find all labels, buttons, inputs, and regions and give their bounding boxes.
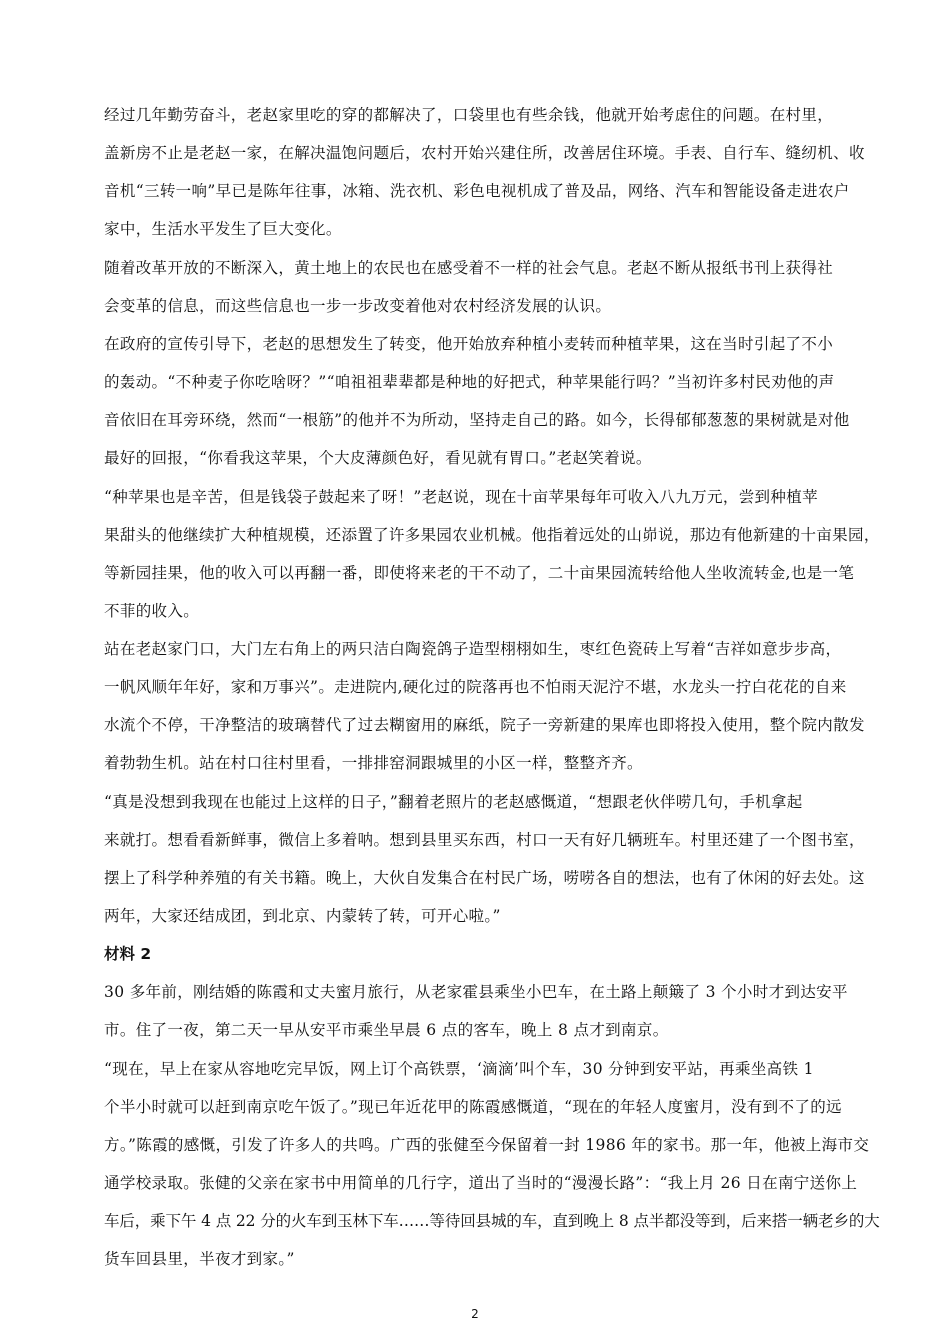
- paragraph-line: 的轰动。“不种麦子你吃啥呀？”“咱祖祖辈辈都是种地的好把式，种苹果能行吗？”当初许多村民劝他的声: [104, 373, 835, 391]
- paragraph-line: 家中，生活水平发生了巨大变化。: [104, 220, 342, 238]
- paragraph-line: 水流个不停，干净整洁的玻璃替代了过去糊窗用的麻纸，院子一旁新建的果库也即将投入使用，整个院内散发: [104, 716, 865, 734]
- paragraph-line: 经过几年勤劳奋斗，老赵家里吃的穿的都解决了，口袋里也有些余钱，他就开始考虑住的问题。在村里，: [104, 106, 834, 124]
- paragraph-line: 音依旧在耳旁环绕，然而“一根筋”的他并不为所动，坚持走自己的路。如今，长得郁郁葱葱的果树就是对他: [104, 411, 850, 429]
- paragraph-line: 站在老赵家门口，大门左右角上的两只洁白陶瓷鸽子造型栩栩如生，枣红色瓷砖上写着“吉祥如意步步高，: [104, 640, 842, 658]
- paragraph-line: 市。住了一夜，第二天一早从安平市乘坐早晨 6 点的客车，晚上 8 点才到南京。: [104, 1021, 669, 1039]
- paragraph-line: “现在，早上在家从容地吃完早饭，网上订个高铁票，‘滴滴’叫个车，30 分钟到安平站，再乘坐高铁 1: [104, 1060, 814, 1078]
- paragraph-line: 果甜头的他继续扩大种植规模，还添置了许多果园农业机械。他指着远处的山峁说，那边有他新建的十亩果园，: [104, 526, 880, 544]
- paragraph-line: 会变革的信息，而这些信息也一步一步改变着他对农村经济发展的认识。: [104, 297, 612, 315]
- paragraph-line: 方。”陈霞的感慨，引发了许多人的共鸣。广西的张健至今保留着一封 1986 年的家书。那一年，他被上海市交: [104, 1136, 870, 1154]
- paragraph-line: 个半小时就可以赶到南京吃午饭了。”现已年近花甲的陈霞感慨道，“现在的年轻人度蜜月，没有到不了的远: [104, 1098, 842, 1116]
- paragraph-line: 两年，大家还结成团，到北京、内蒙转了转，可开心啦。”: [104, 907, 501, 925]
- paragraph-line: 通学校录取。张健的父亲在家书中用简单的几行字，道出了当时的“漫漫长路”：“我上月 26 日在南宁送你上: [104, 1174, 858, 1192]
- paragraph-line: 随着改革开放的不断深入，黄土地上的农民也在感受着不一样的社会气息。老赵不断从报纸书刊上获得社: [104, 259, 834, 277]
- paragraph-line: 着勃勃生机。站在村口往村里看，一排排窑洞跟城里的小区一样，整整齐齐。: [104, 754, 643, 772]
- paragraph-line: 等新园挂果，他的收入可以再翻一番，即使将来老的干不动了，二十亩果园流转给他人坐收流转金,也是一笔: [104, 564, 855, 582]
- section-heading: 材料 2: [104, 945, 152, 963]
- paragraph-line: “真是没想到我现在也能过上这样的日子，”翻着老照片的老赵感慨道，“想跟老伙伴唠几句，手机拿起: [104, 793, 803, 811]
- paragraph-line: “种苹果也是辛苦，但是钱袋子鼓起来了呀！”老赵说，现在十亩苹果每年可收入八九万元，尝到种植苹: [104, 488, 818, 506]
- paragraph-line: 30 多年前，刚结婚的陈霞和丈夫蜜月旅行，从老家霍县乘坐小巴车，在土路上颠簸了 3 个小时才到达安平: [104, 983, 848, 1001]
- paragraph-line: 在政府的宣传引导下，老赵的思想发生了转变，他开始放弃种植小麦转而种植苹果，这在当时引起了不小: [104, 335, 834, 353]
- paragraph-line: 车后，乘下午 4 点 22 分的火车到玉林下车……等待回县城的车，直到晚上 8 点半都没等到，后来搭一辆老乡的大: [104, 1212, 880, 1230]
- paragraph-line: 最好的回报，“你看我这苹果，个大皮薄颜色好，看见就有胃口。”老赵笑着说。: [104, 449, 652, 467]
- page-number: 2: [471, 1307, 479, 1321]
- paragraph-line: 来就打。想看看新鲜事，微信上多着呐。想到县里买东西，村口一天有好几辆班车。村里还建了一个图书室，: [104, 831, 865, 849]
- paragraph-line: 不菲的收入。: [104, 602, 200, 620]
- paragraph-line: 盖新房不止是老赵一家，在解决温饱问题后，农村开始兴建住所，改善居住环境。手表、自行车、缝纫机、收: [104, 144, 865, 162]
- paragraph-line: 摆上了科学种养殖的有关书籍。晚上，大伙自发集合在村民广场，唠唠各自的想法，也有了休闲的好去处。这: [104, 869, 865, 887]
- paragraph-line: 音机“三转一响”早已是陈年往事，冰箱、洗衣机、彩色电视机成了普及品，网络、汽车和智能设备走进农户: [104, 182, 850, 200]
- paragraph-line: 一帆风顺年年好，家和万事兴”。走进院内,硬化过的院落再也不怕雨天泥泞不堪，水龙头一拧白花花的自来: [104, 678, 847, 696]
- paragraph-line: 货车回县里，半夜才到家。”: [104, 1250, 295, 1268]
